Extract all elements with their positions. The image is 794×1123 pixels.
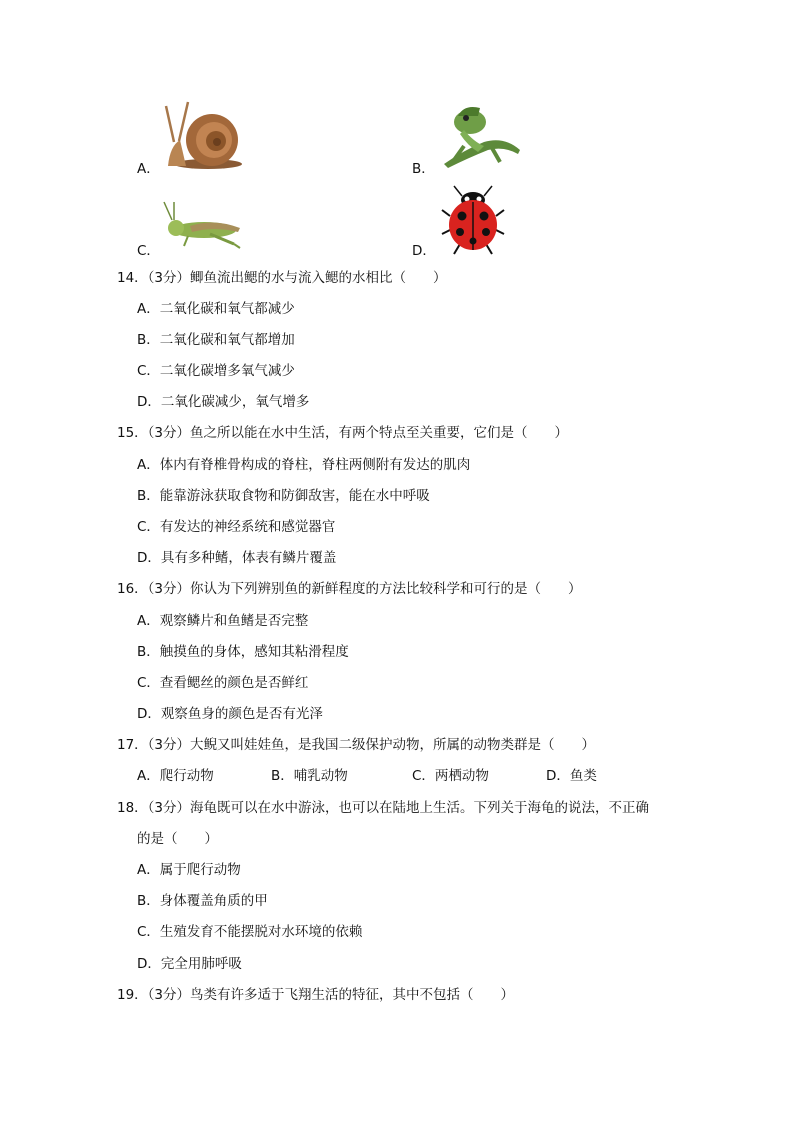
q16-option-a[interactable]: A．观察鳞片和鱼鳍是否完整 (137, 613, 309, 629)
q15-option-c[interactable]: C．有发达的神经系统和感觉器官 (137, 519, 336, 535)
q18-option-c[interactable]: C．生殖发育不能摆脱对水环境的依赖 (137, 924, 363, 940)
q14-option-d[interactable]: D．二氧化碳减少，氧气增多 (137, 394, 310, 410)
q17-option-b[interactable]: B．哺乳动物 (271, 768, 348, 784)
lizard-icon (434, 102, 526, 170)
q18-option-a[interactable]: A．属于爬行动物 (137, 862, 241, 878)
q14-option-a[interactable]: A．二氧化碳和氧气都减少 (137, 301, 295, 317)
question-16-stem: 16．（3分）你认为下列辨别鱼的新鲜程度的方法比较科学和可行的是（ ） (117, 581, 582, 597)
q16-option-d[interactable]: D．观察鱼身的颜色是否有光泽 (137, 706, 323, 722)
grasshopper-icon (160, 200, 246, 252)
q17-option-c[interactable]: C．两栖动物 (412, 768, 489, 784)
snail-icon (160, 100, 246, 172)
q15-option-d[interactable]: D．具有多种鳍，体表有鳞片覆盖 (137, 550, 337, 566)
question-18-stem-continued: 的是（ ） (137, 831, 218, 847)
q17-option-a[interactable]: A．爬行动物 (137, 768, 214, 784)
q15-option-b[interactable]: B．能靠游泳获取食物和防御敌害，能在水中呼吸 (137, 488, 430, 504)
q18-option-d[interactable]: D．完全用肺呼吸 (137, 956, 242, 972)
question-18-stem: 18．（3分）海龟既可以在水中游泳，也可以在陆地上生活。下列关于海龟的说法，不正确 (117, 800, 650, 816)
question-19-stem: 19．（3分）鸟类有许多适于飞翔生活的特征，其中不包括（ ） (117, 987, 515, 1003)
option-d-label[interactable]: D． (412, 243, 436, 259)
option-c-label[interactable]: C． (137, 243, 160, 259)
q14-option-b[interactable]: B．二氧化碳和氧气都增加 (137, 332, 295, 348)
q16-option-c[interactable]: C．查看鳃丝的颜色是否鲜红 (137, 675, 309, 691)
option-a-label[interactable]: A． (137, 161, 160, 177)
q18-option-b[interactable]: B．身体覆盖角质的甲 (137, 893, 268, 909)
question-17-stem: 17．（3分）大鲵又叫娃娃鱼，是我国二级保护动物，所属的动物类群是（ ） (117, 737, 596, 753)
q14-option-c[interactable]: C．二氧化碳增多氧气减少 (137, 363, 295, 379)
q15-option-a[interactable]: A．体内有脊椎骨构成的脊柱，脊柱两侧附有发达的肌肉 (137, 457, 471, 473)
ladybug-icon (440, 184, 506, 256)
question-15-stem: 15．（3分）鱼之所以能在水中生活，有两个特点至关重要，它们是（ ） (117, 425, 569, 441)
q16-option-b[interactable]: B．触摸鱼的身体，感知其粘滑程度 (137, 644, 349, 660)
question-14-stem: 14．（3分）鲫鱼流出鳃的水与流入鳃的水相比（ ） (117, 270, 447, 286)
option-b-label[interactable]: B． (412, 161, 435, 177)
q17-option-d[interactable]: D．鱼类 (546, 768, 597, 784)
